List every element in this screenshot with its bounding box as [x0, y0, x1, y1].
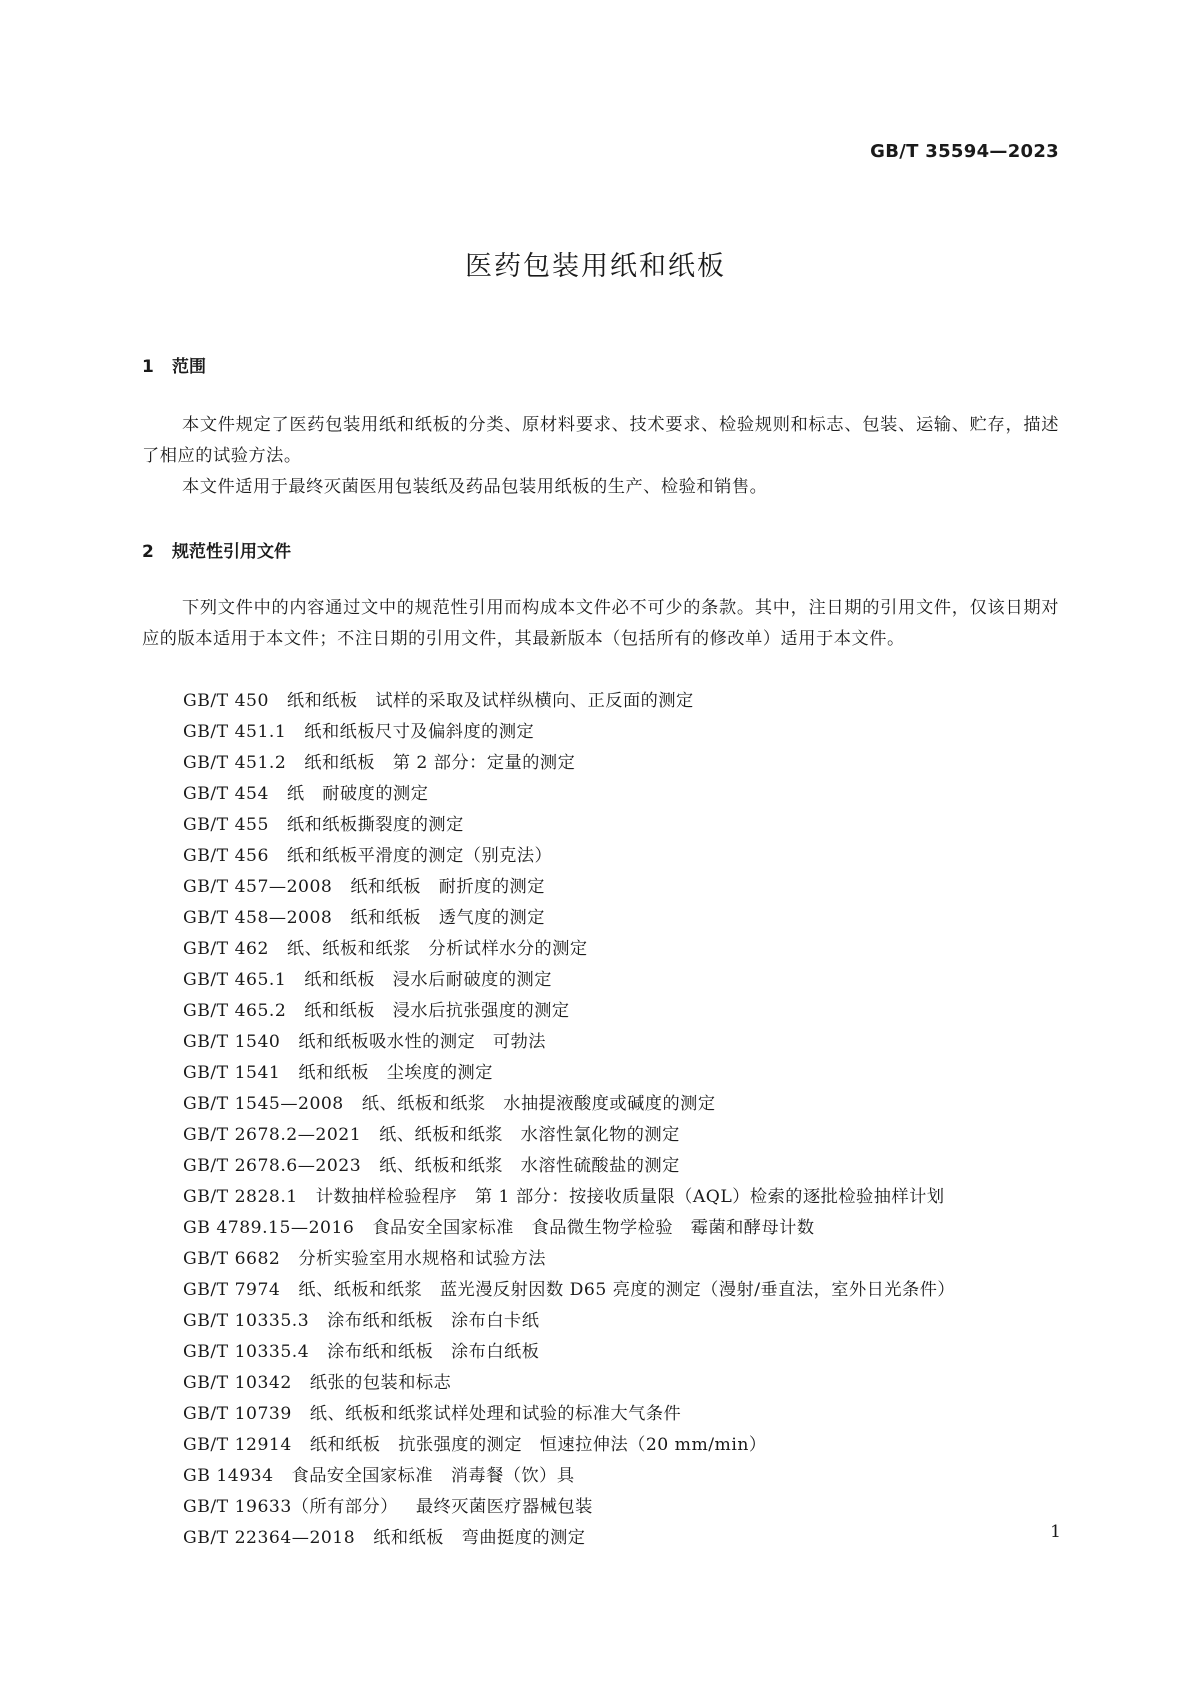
reference-code: GB/T 451.2 — [183, 753, 287, 773]
reference-item — [183, 810, 1063, 841]
reference-title: 食品安全国家标准 消毒餐（饮）具 — [291, 1466, 575, 1486]
reference-item — [183, 903, 1063, 934]
reference-code: GB/T 10739 — [183, 1404, 292, 1424]
references-intro-paragraph: 下列文件中的内容通过文中的规范性引用而构成本文件必不可少的条款。其中，注日期的引用文件，仅该日期对应的版本适用于本文件；不注日期的引用文件，其最新版本（包括所有的修改单）适用于本文件。 — [142, 598, 1059, 649]
reference-item — [183, 1461, 1063, 1492]
reference-item — [183, 934, 1063, 965]
reference-item — [183, 872, 1063, 903]
reference-title: 纸、纸板和纸浆 分析试样水分的测定 — [286, 939, 588, 959]
reference-title: 纸和纸板 浸水后抗张强度的测定 — [304, 1001, 570, 1021]
reference-code: GB/T 462 — [183, 939, 269, 959]
reference-item — [183, 779, 1063, 810]
reference-item — [183, 1120, 1063, 1151]
reference-item — [183, 1058, 1063, 1089]
reference-title: 纸、纸板和纸浆试样处理和试验的标准大气条件 — [309, 1404, 682, 1424]
reference-code: GB/T 451.1 — [183, 722, 287, 742]
reference-code: GB/T 10335.4 — [183, 1342, 310, 1362]
reference-item — [183, 1399, 1063, 1430]
reference-code: GB/T 1540 — [183, 1032, 281, 1052]
reference-item — [183, 1306, 1063, 1337]
reference-title: 纸 耐破度的测定 — [286, 784, 429, 804]
reference-item — [183, 686, 1063, 717]
reference-item — [183, 841, 1063, 872]
reference-item — [183, 1368, 1063, 1399]
reference-code: GB/T 465.2 — [183, 1001, 287, 1021]
reference-title: 纸和纸板 试样的采取及试样纵横向、正反面的测定 — [286, 691, 694, 711]
reference-code: GB/T 1545—2008 — [183, 1094, 344, 1114]
reference-code: GB/T 455 — [183, 815, 269, 835]
reference-item — [183, 1182, 1063, 1213]
document-title: 医药包装用纸和纸板 — [465, 251, 726, 282]
reference-item — [183, 1337, 1063, 1368]
page-number: 1 — [1050, 1522, 1061, 1542]
reference-code: GB/T 10335.3 — [183, 1311, 310, 1331]
reference-code: GB/T 22364—2018 — [183, 1528, 356, 1548]
reference-item — [183, 1523, 1063, 1554]
reference-item — [183, 748, 1063, 779]
reference-title: 涂布纸和纸板 涂布白卡纸 — [327, 1311, 540, 1331]
reference-item — [183, 1430, 1063, 1461]
section-number: 2 — [142, 542, 154, 562]
reference-list — [183, 686, 1063, 1554]
reference-item — [183, 996, 1063, 1027]
reference-title: 纸和纸板平滑度的测定（别克法） — [286, 846, 553, 866]
reference-code: GB/T 457—2008 — [183, 877, 333, 897]
reference-title: 纸张的包装和标志 — [309, 1373, 452, 1393]
reference-code: GB/T 456 — [183, 846, 269, 866]
section-number: 1 — [142, 357, 154, 377]
section-title: 规范性引用文件 — [172, 542, 291, 562]
scope-paragraph-2: 本文件适用于最终灭菌医用包装纸及药品包装用纸板的生产、检验和销售。 — [182, 477, 768, 497]
standard-code: GB/T 35594—2023 — [870, 141, 1059, 162]
reference-title: 纸、纸板和纸浆 蓝光漫反射因数 D65 亮度的测定（漫射/垂直法，室外日光条件） — [298, 1280, 956, 1300]
reference-title: 纸和纸板撕裂度的测定 — [286, 815, 464, 835]
reference-code: GB/T 7974 — [183, 1280, 281, 1300]
reference-title: 纸、纸板和纸浆 水溶性硫酸盐的测定 — [379, 1156, 680, 1176]
reference-title: 纸和纸板 抗张强度的测定 恒速拉伸法（20 mm/min） — [309, 1435, 767, 1455]
section-title: 范围 — [172, 357, 206, 377]
reference-code: GB/T 12914 — [183, 1435, 292, 1455]
reference-item — [183, 1275, 1063, 1306]
reference-title: 纸和纸板吸水性的测定 可勃法 — [298, 1032, 546, 1052]
reference-code: GB/T 2678.2—2021 — [183, 1125, 362, 1145]
reference-title: 纸、纸板和纸浆 水溶性氯化物的测定 — [379, 1125, 680, 1145]
reference-title: 纸和纸板 尘埃度的测定 — [298, 1063, 493, 1083]
reference-code: GB/T 2678.6—2023 — [183, 1156, 362, 1176]
reference-title: 涂布纸和纸板 涂布白纸板 — [327, 1342, 540, 1362]
section-heading-scope — [142, 352, 206, 377]
reference-code: GB/T 10342 — [183, 1373, 292, 1393]
reference-code: GB/T 1541 — [183, 1063, 281, 1083]
reference-item — [183, 1213, 1063, 1244]
reference-code: GB/T 450 — [183, 691, 269, 711]
reference-code: GB/T 2828.1 — [183, 1187, 298, 1207]
section-heading-normative-references — [142, 537, 291, 562]
reference-title: 纸和纸板尺寸及偏斜度的测定 — [304, 722, 535, 742]
reference-code: GB/T 454 — [183, 784, 269, 804]
reference-title: 纸、纸板和纸浆 水抽提液酸度或碱度的测定 — [361, 1094, 716, 1114]
reference-item — [183, 1089, 1063, 1120]
reference-title: 纸和纸板 浸水后耐破度的测定 — [304, 970, 552, 990]
reference-title: 分析实验室用水规格和试验方法 — [298, 1249, 546, 1269]
reference-title: 纸和纸板 耐折度的测定 — [350, 877, 545, 897]
scope-paragraph-1: 本文件规定了医药包装用纸和纸板的分类、原材料要求、技术要求、检验规则和标志、包装、运输、贮存，描述了相应的试验方法。 — [142, 415, 1059, 466]
reference-title: 最终灭菌医疗器械包装 — [415, 1497, 593, 1517]
reference-title: 纸和纸板 第 2 部分：定量的测定 — [304, 753, 576, 773]
reference-title: 食品安全国家标准 食品微生物学检验 霉菌和酵母计数 — [372, 1218, 815, 1238]
reference-item — [183, 717, 1063, 748]
reference-code: GB/T 465.1 — [183, 970, 287, 990]
reference-title: 纸和纸板 弯曲挺度的测定 — [373, 1528, 586, 1548]
reference-item — [183, 1244, 1063, 1275]
reference-title: 纸和纸板 透气度的测定 — [350, 908, 545, 928]
reference-code: GB/T 458—2008 — [183, 908, 333, 928]
reference-code: GB/T 19633（所有部分） — [183, 1497, 398, 1517]
reference-item — [183, 1151, 1063, 1182]
reference-code: GB/T 6682 — [183, 1249, 281, 1269]
reference-item — [183, 1492, 1063, 1523]
reference-title: 计数抽样检验程序 第 1 部分：按接收质量限（AQL）检索的逐批检验抽样计划 — [315, 1187, 945, 1207]
reference-code: GB 14934 — [183, 1466, 274, 1486]
reference-code: GB 4789.15—2016 — [183, 1218, 355, 1238]
reference-item — [183, 965, 1063, 996]
reference-item — [183, 1027, 1063, 1058]
